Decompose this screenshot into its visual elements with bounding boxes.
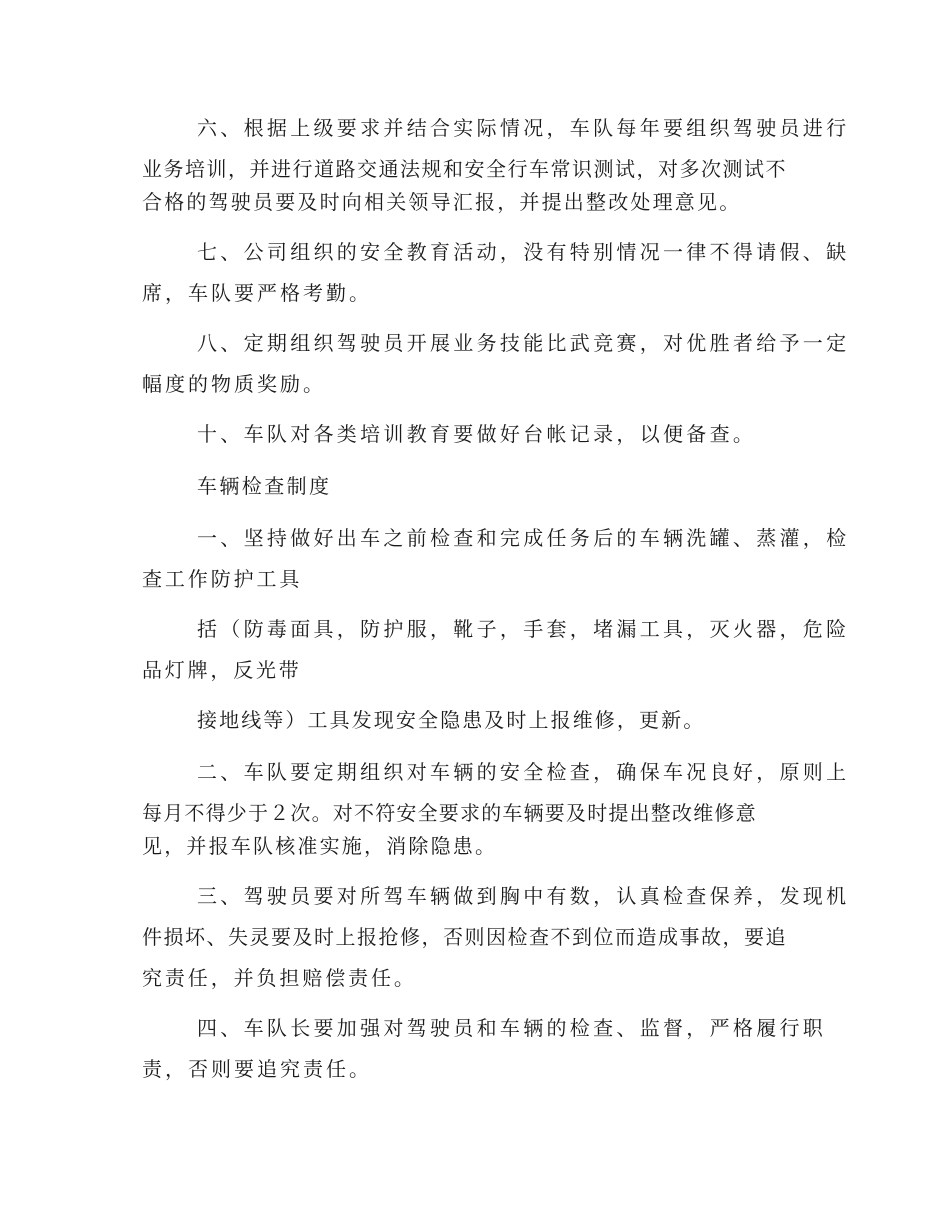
- text-line: 品灯牌，反光带: [142, 658, 302, 682]
- section-heading: 车辆检查制度: [197, 474, 332, 498]
- text-line: 十、车队对各类培训教育要做好台帐记录，以便备查。: [197, 422, 757, 446]
- text-line: 七、公司组织的安全教育活动，没有特别情况一律不得请假、缺: [197, 240, 850, 264]
- text-line: 席，车队要严格考勤。: [142, 281, 372, 305]
- text-line: 件损坏、失灵要及时上报抢修，否则因检查不到位而造成事故，要追: [142, 925, 787, 949]
- text-line: 八、定期组织驾驶员开展业务技能比武竞赛，对优胜者给予一定: [197, 331, 850, 355]
- text-line: 责，否则要追究责任。: [142, 1057, 372, 1081]
- text-line: 每月不得少于２次。对不符安全要求的车辆要及时提出整改维修意: [142, 801, 757, 825]
- text-line: 括（防毒面具，防护服，靴子，手套，堵漏工具，灭火器，危险: [197, 617, 850, 641]
- text-line: 四、车队长要加强对驾驶员和车辆的检查、监督，严格履行职: [197, 1016, 827, 1040]
- text-line: 究责任，并负担赔偿责任。: [142, 966, 417, 990]
- text-line: 幅度的物质奖励。: [142, 372, 326, 396]
- text-line: 见，并报车队核准实施，消除隐患。: [142, 834, 498, 858]
- text-line: 三、驾驶员要对所驾车辆做到胸中有数，认真检查保养，发现机: [197, 884, 850, 908]
- text-line: 合格的驾驶员要及时向相关领导汇报，并提出整改处理意见。: [142, 190, 742, 214]
- text-line: 一、坚持做好出车之前检查和完成任务后的车辆洗罐、蒸灌，检: [197, 526, 850, 550]
- text-line: 业务培训，并进行道路交通法规和安全行车常识测试，对多次测试不: [142, 157, 787, 181]
- text-line: 查工作防护工具: [142, 567, 303, 591]
- text-line: 六、根据上级要求并结合实际情况，车队每年要组织驾驶员进行: [197, 116, 850, 140]
- text-line: 二、车队要定期组织对车辆的安全检查，确保车况良好，原则上: [197, 760, 850, 784]
- text-line: 接地线等）工具发现安全隐患及时上报维修，更新。: [197, 708, 706, 732]
